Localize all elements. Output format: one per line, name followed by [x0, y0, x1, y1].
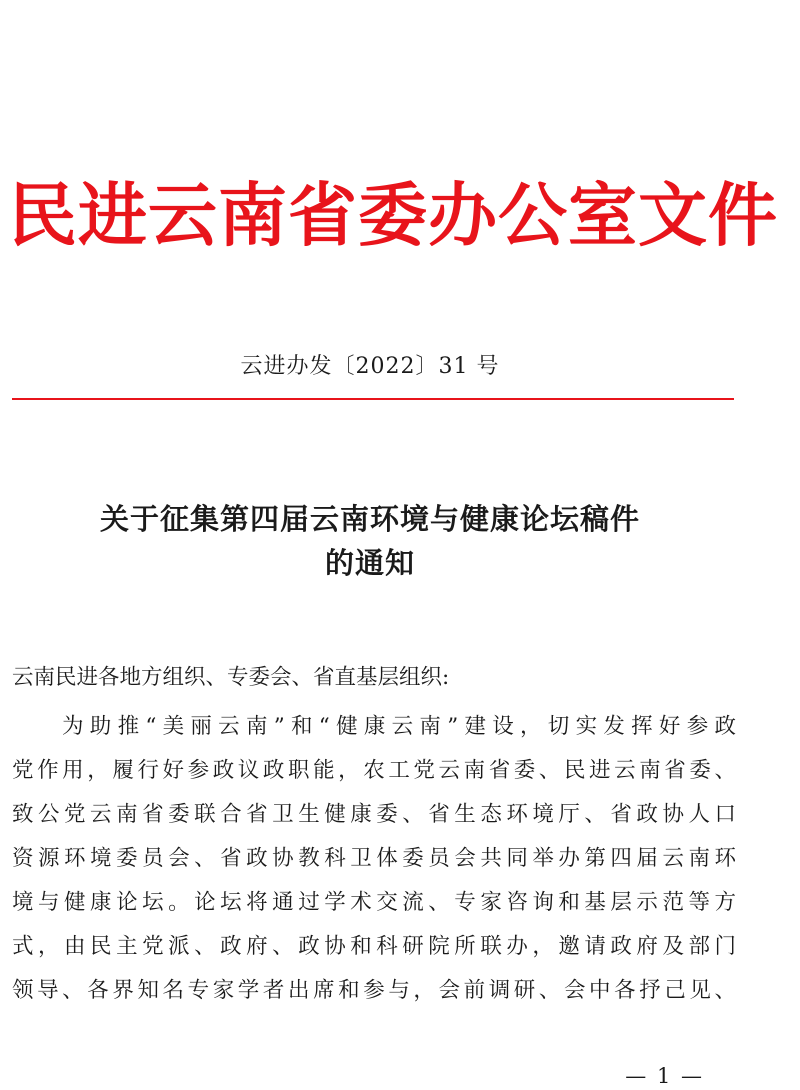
body-line: 式，由民主党派、政府、政协和科研院所联办，邀请政府及部门: [12, 934, 736, 959]
body-line: 党作用，履行好参政议政职能，农工党云南省委、民进云南省委、: [12, 758, 736, 783]
body-paragraph: [12, 712, 736, 1020]
page-number: — 1 —: [625, 1064, 704, 1088]
document-title: [0, 497, 740, 585]
document-title-line-2: 的通知: [324, 546, 415, 580]
body-line: 致公党云南省委联合省卫生健康委、省生态环境厅、省政协人口: [12, 802, 736, 827]
body-line: 领导、各界知名专家学者出席和参与，会前调研、会中各抒己见、: [12, 978, 736, 1003]
document-number: 云进办发〔2022〕31 号: [240, 354, 500, 379]
red-divider-line: [12, 398, 734, 400]
body-line: 为助推“美丽云南”和“健康云南”建设，切实发挥好参政: [62, 714, 736, 739]
body-line: 境与健康论坛。论坛将通过学术交流、专家咨询和基层示范等方: [12, 890, 736, 915]
body-line: 资源环境委员会、省政协教科卫体委员会共同举办第四届云南环: [12, 846, 736, 871]
addressee: 云南民进各地方组织、专委会、省直基层组织:: [12, 665, 450, 690]
document-masthead: 民进云南省委办公室文件: [8, 175, 778, 256]
document-title-line-1: 关于征集第四届云南环境与健康论坛稿件: [99, 502, 640, 536]
